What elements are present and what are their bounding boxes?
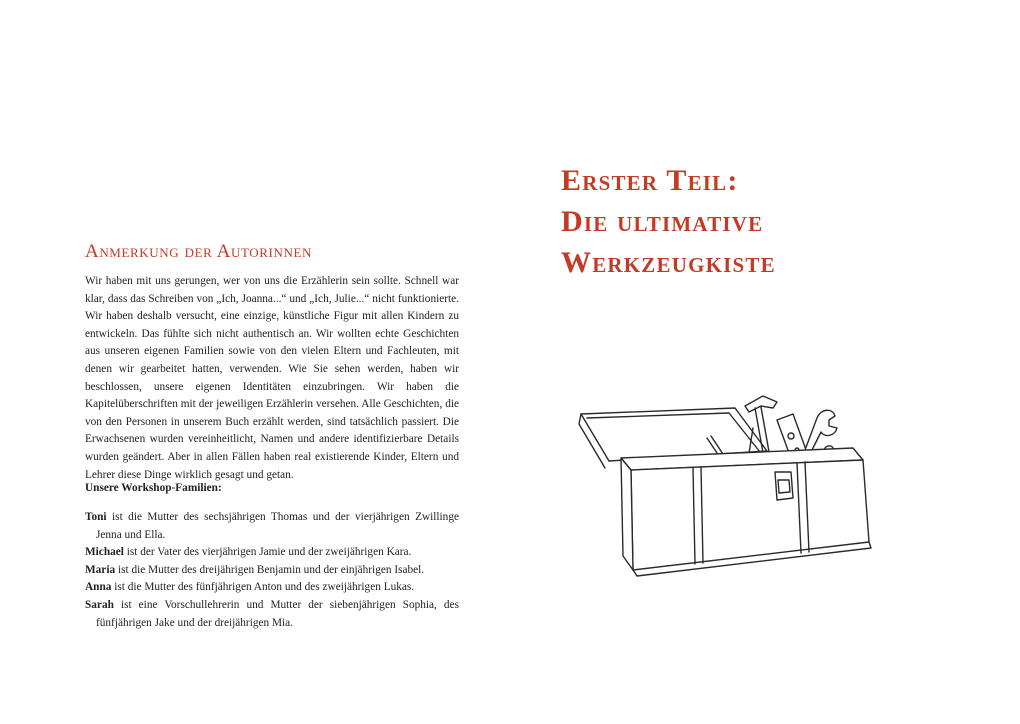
authors-note-paragraph: Wir haben mit uns gerungen, wer von uns die Erzählerin sein sollte. Schnell war klar, dass das Schreiben von „Ich, Joanna...“ und „Ich, Julie...“ nicht funktionierte. Wir haben deshalb versucht, eine einzige, künstliche Figur mit allen Kindern zu entwickeln. Das fühlte sich nicht authentisch an. Wir wollten echte Geschichten aus unseren eigenen Familien sowie von den vielen Eltern und Fachleuten, mit denen wir gearbeitet hatten, verwenden. Wie Sie sehen werden, haben wir beschlossen, unsere eigenen Identitäten einzubringen. Wir haben die Kapitelüberschriften mit der jeweiligen Erzählerin versehen. Alle Geschichten, die von den Personen in unserem Buch erzählt werden, sind tatsächlich passiert. Die Erwachsenen wurden vereinheitlicht, Namen und andere identifizierbare Details wurden geändert. Aber in allen Fällen haben real existierende Kinder, Eltern und Lehrer diese Dinge wirklich gesagt und getan. xyxy=(85,275,459,481)
family-list xyxy=(85,509,459,632)
family-member-name: Maria xyxy=(85,563,116,576)
family-member-name: Toni xyxy=(85,511,107,523)
family-description: ist die Mutter des fünfjährigen Anton und des zweijährigen Lukas. xyxy=(111,581,415,594)
family-description: ist eine Vorschullehrerin und Mutter der siebenjährigen Sophia, des fünfjährigen Jake und der dreijährigen Mia. xyxy=(96,598,459,629)
right-page xyxy=(510,0,1020,724)
family-entry xyxy=(85,597,459,632)
family-description: ist der Vater des vierjährigen Jamie und der zweijährigen Kara. xyxy=(123,546,412,559)
part-title-line: Die ultimative xyxy=(561,205,764,238)
authors-note-heading: Anmerkung der Autorinnen xyxy=(85,241,312,262)
toolbox-body xyxy=(621,448,871,576)
family-entry xyxy=(85,562,459,580)
family-entry xyxy=(85,544,459,562)
part-title-line: Erster Teil: xyxy=(561,164,739,197)
family-entry xyxy=(85,509,459,544)
family-member-name: Michael xyxy=(85,546,124,559)
toolbox-illustration xyxy=(577,388,873,580)
part-title xyxy=(561,160,776,283)
workshop-families-heading: Unsere Workshop-Familien: xyxy=(85,482,222,494)
family-description: ist die Mutter des sechsjährigen Thomas und der vierjährigen Zwillinge Jenna und Ella. xyxy=(96,511,459,541)
family-description: ist die Mutter des dreijährigen Benjamin und der einjährigen Isabel. xyxy=(115,563,425,576)
family-member-name: Sarah xyxy=(85,598,114,611)
part-title-line: Werkzeugkiste xyxy=(561,246,776,279)
family-member-name: Anna xyxy=(85,581,112,594)
family-entry xyxy=(85,579,459,597)
